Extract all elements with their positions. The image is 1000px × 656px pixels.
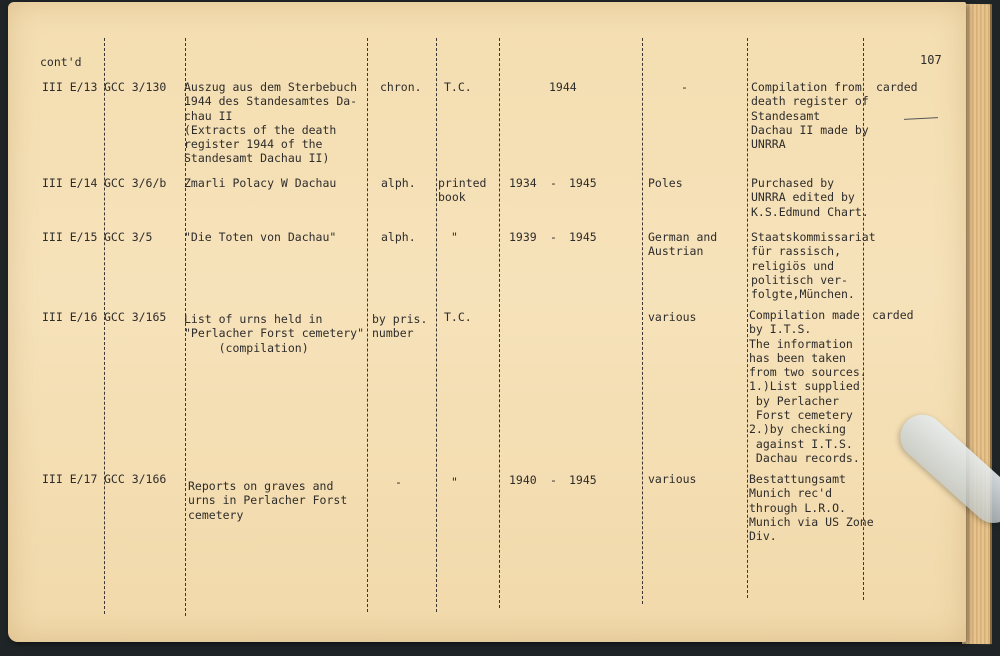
year-dash: - <box>550 176 557 190</box>
source-description: Compilation made by I.T.S. The information has been taken from two sources. 1.)List supplied by Perlacher Forst cemetery 2.)by checking against I.T.S. Dachau records. <box>749 308 867 465</box>
signature: GCC 3/165 <box>104 310 167 324</box>
category: Poles <box>648 176 683 190</box>
year-from: 1934 <box>509 176 537 190</box>
year-to: 1945 <box>569 230 597 244</box>
contd-label: cont'd <box>40 55 82 69</box>
record-form: printed book <box>438 176 487 205</box>
year-dash: - <box>550 473 557 487</box>
column-rule <box>747 38 748 598</box>
year-to: 1945 <box>569 176 597 190</box>
signature: GCC 3/6/b <box>104 176 167 190</box>
arrangement: - <box>395 475 402 489</box>
ref-number: III E/15 <box>42 230 98 244</box>
column-rule <box>104 38 105 614</box>
ref-number: III E/13 <box>42 80 98 94</box>
entry-title: Zmarli Polacy W Dachau <box>184 176 337 190</box>
category: various <box>648 310 697 324</box>
notes: carded <box>872 308 914 322</box>
notes: carded <box>876 80 918 94</box>
arrangement: alph. <box>381 230 416 244</box>
column-rule <box>499 38 500 608</box>
arrangement: chron. <box>380 80 422 94</box>
source-description: Purchased by UNRRA edited by K.S.Edmund Chart. <box>751 176 869 219</box>
year-from: 1939 <box>509 230 537 244</box>
record-form: T.C. <box>444 310 472 324</box>
source-description: Staatskommissariat für rassisch, religiös und politisch ver- folgte,München. <box>751 230 876 302</box>
record-form: " <box>451 230 458 244</box>
year-to: 1945 <box>569 473 597 487</box>
entry-title: List of urns held in "Perlacher Forst cemetery" (compilation) <box>184 312 365 355</box>
year-dash: - <box>550 230 557 244</box>
signature: GCC 3/166 <box>104 472 167 486</box>
page-number: 107 <box>920 53 942 67</box>
entry-title: "Die Toten von Dachau" <box>184 230 337 244</box>
entry-title: Auszug aus dem Sterbebuch 1944 des Standesamtes Da- chau II (Extracts of the death register 1944 of the Standesamt Dachau II) <box>184 80 358 166</box>
ledger-page <box>8 2 966 642</box>
signature: GCC 3/130 <box>104 80 167 94</box>
column-rule <box>367 38 368 612</box>
column-rule <box>436 38 437 612</box>
arrangement: by pris. number <box>372 312 428 341</box>
entry-title: Reports on graves and urns in Perlacher Forst cemetery <box>188 479 348 522</box>
ref-number: III E/14 <box>42 176 98 190</box>
year-from: 1944 <box>549 80 577 94</box>
source-description: Compilation from death register of Standesamt Dachau II made by UNRRA <box>751 80 869 152</box>
category: various <box>648 472 697 486</box>
column-rule <box>642 38 643 604</box>
pen-stroke <box>904 117 938 120</box>
year-from: 1940 <box>509 473 537 487</box>
ref-number: III E/17 <box>42 472 98 486</box>
page-edges <box>962 4 992 644</box>
record-form: " <box>451 475 458 489</box>
category: German and Austrian <box>648 230 718 259</box>
ref-number: III E/16 <box>42 310 98 324</box>
record-form: T.C. <box>444 80 472 94</box>
arrangement: alph. <box>381 176 416 190</box>
signature: GCC 3/5 <box>104 230 153 244</box>
category: - <box>681 80 688 94</box>
source-description: Bestattungsamt Munich rec'd through L.R.O. Munich via US Zone Div. <box>749 472 874 544</box>
